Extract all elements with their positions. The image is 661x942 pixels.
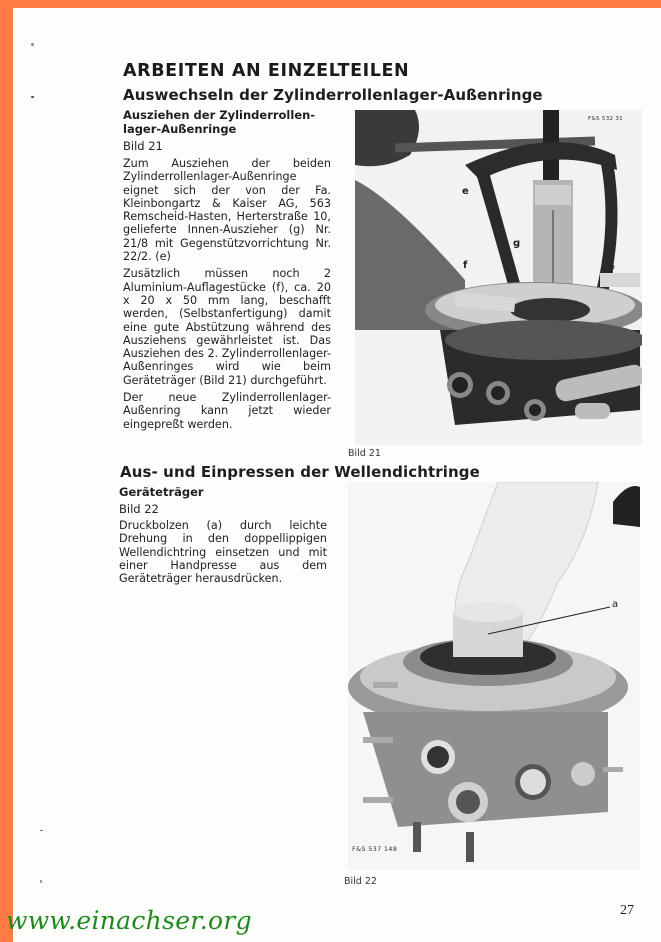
figure21-label-g: g: [513, 238, 521, 249]
section2-text-column: [119, 485, 334, 589]
figure22-photo-code: F&S 537 148: [352, 845, 398, 853]
section2-title: Aus- und Einpressen der Wellendichtringe: [120, 463, 480, 481]
margin-speck: [40, 880, 42, 883]
section2-subtitle: Geräteträger: [119, 485, 204, 499]
figure22-illustration: [348, 482, 640, 870]
section1-title: Auswechseln der Zylinderrollenlager-Außenringe: [123, 86, 543, 104]
figure21-label-f-left: f: [463, 260, 468, 271]
footer-website-link[interactable]: www.einachser.org: [6, 906, 252, 935]
section1-text-column: [123, 108, 338, 435]
figure22-photo: [348, 482, 640, 870]
page-number: 27: [620, 903, 634, 918]
section2-paragraph: Druckbolzen (a) durch leichte Drehung in den doppellippigen Wellendichtring einsetzen und mit einer Handpresse aus dem Geräteträger herausdrücken.: [119, 519, 327, 586]
section2-figure-ref: Bild 22: [119, 502, 159, 516]
figure21-photo-code: F&S 532 31: [588, 116, 623, 122]
section1-paragraph: Der neue Zylinderrollenlager-Außenring kann jetzt wieder eingepreßt werden.: [123, 391, 331, 431]
section1-subtitle-line2: lager-Außenringe: [123, 122, 237, 136]
figure21-photo: [355, 110, 642, 445]
figure21-label-e: e: [462, 186, 469, 197]
figure21-caption: Bild 21: [348, 448, 381, 459]
main-title: ARBEITEN AN EINZELTEILEN: [123, 61, 410, 81]
figure21-label-f-right: f: [610, 265, 615, 276]
section1-subtitle: [123, 108, 338, 136]
section1-paragraph: Zum Ausziehen der beiden Zylinderrollenlager-Außenringe eignet sich der von der Fa. Kleinbongartz & Kaiser AG, 563 Remscheid-Hasten, Herterstraße 10, gelieferte Innen-Auszieher (g) Nr. 21/8 mit Gegenstützvorrichtung Nr. 22/2. (e): [123, 157, 331, 264]
figure22-caption: Bild 22: [344, 876, 377, 887]
margin-speck: [31, 96, 34, 98]
section2-body: [119, 519, 327, 585]
figure22-label-a: a: [612, 599, 619, 610]
margin-speck: [40, 830, 43, 831]
section1-subtitle-line1: Ausziehen der Zylinderrollen-: [123, 108, 316, 122]
margin-speck: [31, 43, 34, 46]
section1-body: [123, 157, 331, 431]
figure21-illustration: [355, 110, 642, 445]
section1-paragraph: Zusätzlich müssen noch 2 Aluminium-Auflagestücke (f), ca. 20 x 20 x 50 mm lang, beschafft werden, (Selbstanfertigung) damit eine gute Abstützung während des Ausziehens gewährleistet ist. Das Ausziehen des 2. Zylinderrollenlager-Außenringes wird wie beim Geräteträger (Bild 21) durchgeführt.: [123, 267, 331, 387]
section1-figure-ref: Bild 21: [123, 139, 163, 153]
